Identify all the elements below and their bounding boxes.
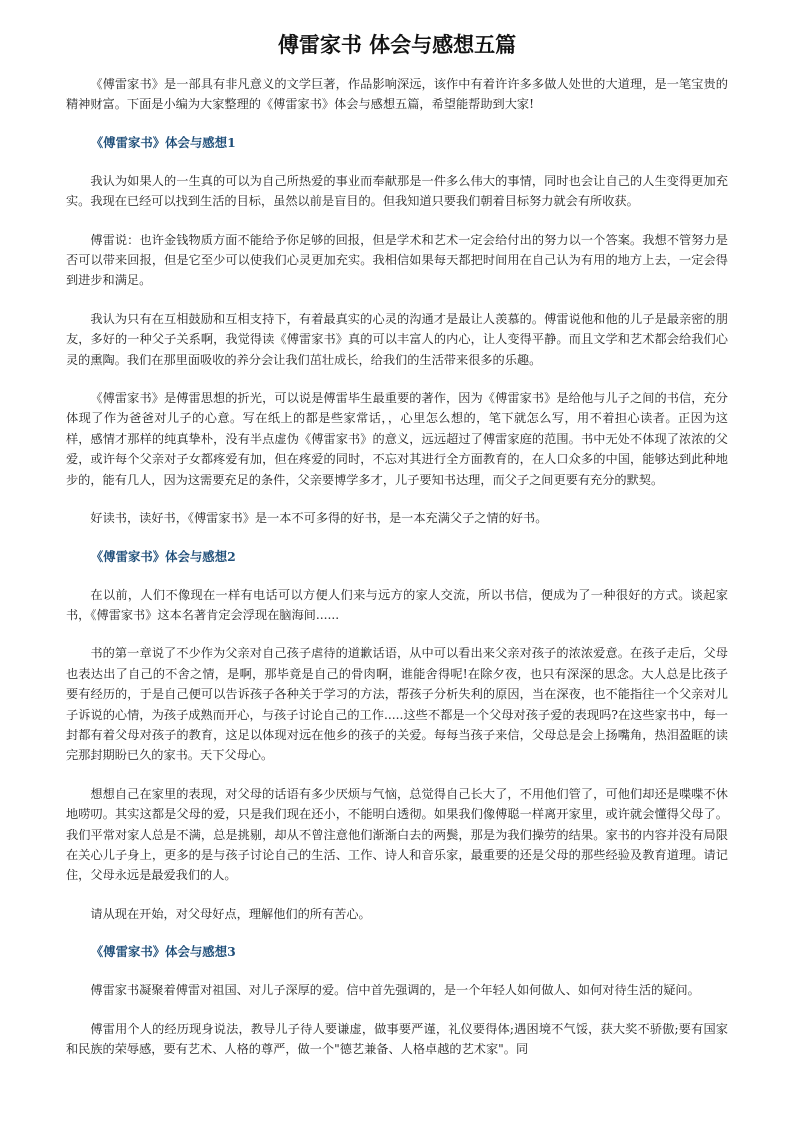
section-3 — [66, 942, 728, 1059]
section-heading-1: 《傅雷家书》体会与感想1 — [90, 134, 236, 150]
section-heading-3: 《傅雷家书》体会与感想3 — [90, 944, 236, 960]
paragraph: 请从现在开始，对父母好点，理解他们的所有苦心。 — [90, 906, 371, 921]
section-1 — [66, 133, 728, 529]
paragraph: 傅雷用个人的经历现身说法，教导儿子待人要谦虚，做事要严谨，礼仪要得体;遇困境不气馁，获大奖不骄傲;要有国家和民族的荣辱感，要有艺术、人格的尊严，做一个"德艺兼备、人格卓越的艺术家"。同 — [66, 1021, 728, 1056]
paragraph: 在以前，人们不像现在一样有电话可以方便人们来与远方的家人交流，所以书信，便成为了一种很好的方式。谈起家书，《傅雷家书》这本名著肯定会浮现在脑海间...... — [66, 587, 728, 622]
paragraph: 傅雷说：也许金钱物质方面不能给予你足够的回报，但是学术和艺术一定会给付出的努力以一个答案。我想不管努力是否可以带来回报，但是它至少可以使我们心灵更加充实。我相信如果每天都把时间用在自己认为有用的地方上去，一定会得到进步和满足。 — [66, 232, 728, 288]
section-2 — [66, 547, 728, 925]
paragraph: 我认为只有在互相鼓励和互相支持下，有着最真实的心灵的沟通才是最让人羡慕的。傅雷说他和他的儿子是最亲密的朋友，多好的一种父子关系啊，我觉得读《傅雷家书》真的可以丰富人的内心，让人变得平静。而且文学和艺术都会给我们心灵的熏陶。我们在那里面吸收的养分会让我们茁壮成长，给我们的生活带来很多的乐趣。 — [66, 311, 728, 367]
paragraph: 傅雷家书凝聚着傅雷对祖国、对儿子深厚的爱。信中首先强调的，是一个年轻人如何做人、如何对待生活的疑问。 — [90, 983, 700, 998]
paragraph: 书的第一章说了不少作为父亲对自己孩子虐待的道歉话语，从中可以看出来父亲对孩子的浓浓爱意。在孩子走后，父母也表达出了自己的不舍之情，是啊，那毕竟是自己的骨肉啊，谁能舍得呢!在除夕夜，也只有深深的思念。大人总是比孩子要有经历的，于是自己便可以告诉孩子各种关于学习的方法，帮孩子分析失利的原因，当在深夜，也不能指往一个父亲对儿子诉说的心情，为孩子成熟而开心，与孩子讨论自己的工作.....这些不都是一个父母对孩子爱的表现吗?在这些家书中，每一封都有着父母对孩子的教育，这足以体现对远在他乡的孩子的关爱。每每当孩子来信，父母总是会上扬嘴角，热泪盈眶的读完那封期盼已久的家书。天下父母心。 — [66, 646, 728, 763]
document-page — [66, 30, 728, 1077]
paragraph: 想想自己在家里的表现，对父母的话语有多少厌烦与气恼，总觉得自己长大了，不用他们管了，可他们却还是喋喋不休地唠叨。其实这都是父母的爱，只是我们现在还小，不能明白透彻。如果我们像傅聪一样离开家里，或许就会懂得父母了。我们平常对家人总是不满，总是挑剔，却从不曾注意他们渐渐白去的两鬓，那是为我们操劳的结果。家书的内容并没有局限在关心儿子身上，更多的是与孩子讨论自己的生活、工作、诗人和音乐家，最重要的还是父母的那些经验及教育道理。请记住，父母永远是最爱我们的人。 — [66, 786, 728, 883]
section-heading-2: 《傅雷家书》体会与感想2 — [90, 548, 236, 564]
intro-paragraph: 《傅雷家书》是一部具有非凡意义的文学巨著，作品影响深远，该作中有着许许多多做人处世的大道理，是一笔宝贵的精神财富。下面是小编为大家整理的《傅雷家书》体会与感想五篇，希望能帮助到大家! — [66, 77, 728, 112]
paragraph: 《傅雷家书》是傅雷思想的折光，可以说是傅雷毕生最重要的著作，因为《傅雷家书》是给他与儿子之间的书信，充分体现了作为爸爸对儿子的心意。写在纸上的都是些家常话，，心里怎么想的，笔下就怎么写，用不着担心读者。正因为这样，感情才那样的纯真挚朴，没有半点虚伪《傅雷家书》的意义，远远超过了傅雷家庭的范围。书中无处不体现了浓浓的父爱，或许每个父亲对子女都疼爱有加，但在疼爱的同时，不忘对其进行全方面教育的，在人口众多的中国，能够达到此种地步的，能有几人，因为这需要充足的条件，父亲要博学多才，儿子要知书达理，而父子之间更要有充分的默契。 — [66, 391, 728, 487]
paragraph: 我认为如果人的一生真的可以为自己所热爱的事业而奉献那是一件多么伟大的事情，同时也会让自己的人生变得更加充实。我现在已经可以找到生活的目标，虽然以前是盲目的。但我知道只要我们朝着目标努力就会有所收获。 — [66, 173, 728, 209]
paragraph: 好读书，读好书，《傅雷家书》是一本不可多得的好书，是一本充满父子之情的好书。 — [90, 511, 548, 526]
document-title: 傅雷家书 体会与感想五篇 — [277, 33, 517, 57]
